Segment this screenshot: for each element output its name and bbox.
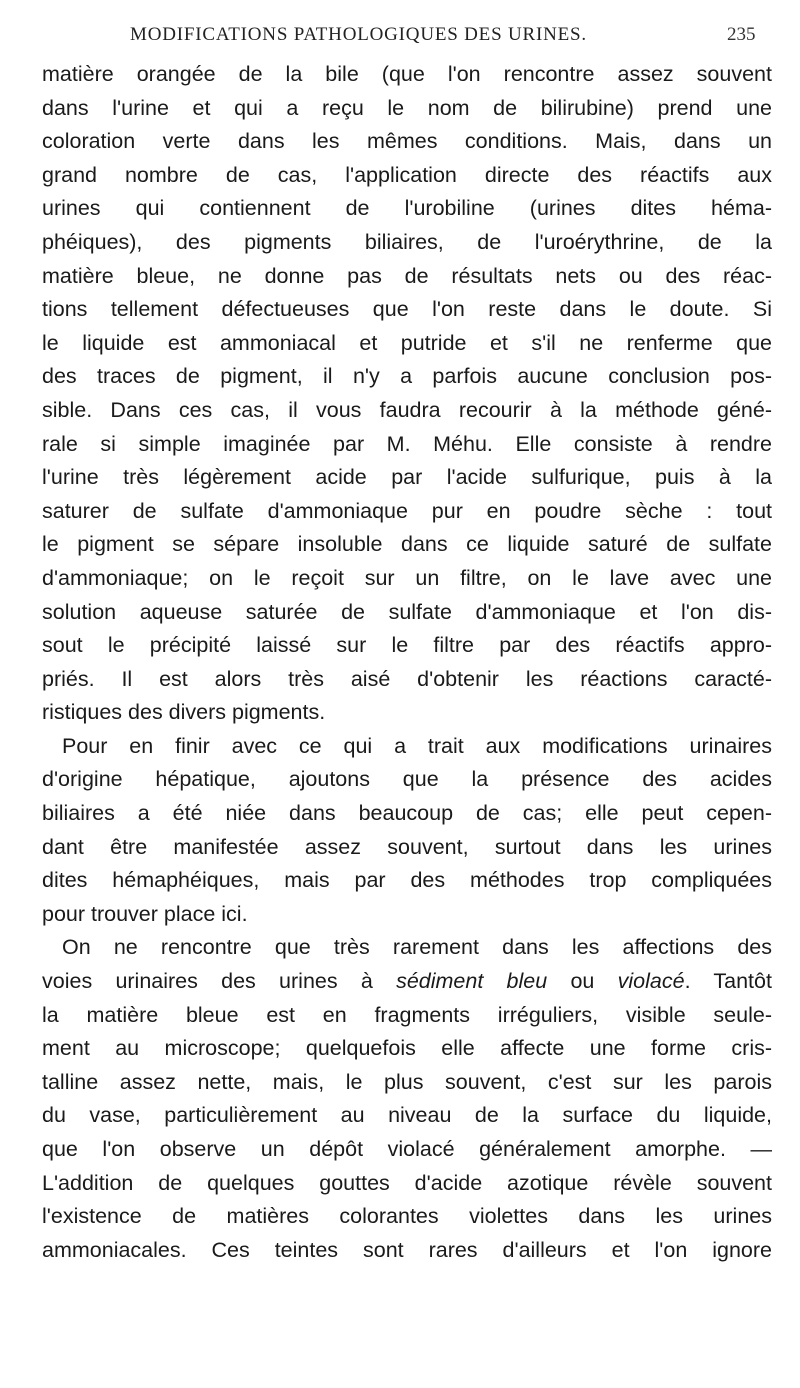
text-line: saturer de sulfate d'ammoniaque pur en poudre sèche : tout (42, 498, 772, 523)
text-line: du vase, particulièrement au niveau de la surface du liquide, (42, 1103, 772, 1128)
text-line: dites hémaphéiques, mais par des méthodes trop compliquées (42, 868, 772, 893)
text-line: ammoniacales. Ces teintes sont rares d'ailleurs et l'on ignore (42, 1237, 772, 1262)
text-line: grand nombre de cas, l'application directe des réactifs aux (42, 162, 772, 187)
text-line: ment au microscope; quelquefois elle affecte une forme cris- (42, 1036, 772, 1061)
text-line: matière orangée de la bile (que l'on rencontre assez souvent (42, 62, 772, 86)
text-line: tions tellement défectueuses que l'on reste dans le doute. Si (42, 297, 772, 322)
text-line: la matière bleue est en fragments irréguliers, visible seule- (42, 1002, 772, 1027)
text-line: ristiques des divers pigments. (42, 700, 326, 725)
text-line: matière bleue, ne donne pas de résultats nets ou des réac- (42, 263, 772, 288)
text-line: coloration verte dans les mêmes conditions. Mais, dans un (42, 129, 772, 154)
text-line: que l'on observe un dépôt violacé généralement amorphe. — (42, 1137, 772, 1161)
paragraph-first-line: Pour en finir avec ce qui a trait aux modifications urinaires (62, 733, 772, 758)
text-segment: . Tantôt (684, 969, 772, 994)
running-title: MODIFICATIONS PATHOLOGIQUES DES URINES. (130, 24, 587, 45)
italic-term: violacé (617, 969, 685, 994)
text-line: priés. Il est alors très aisé d'obtenir les réactions caracté- (42, 666, 772, 691)
body-text (42, 58, 772, 1267)
paragraph-first-line: On ne rencontre que très rarement dans les affections des (62, 935, 772, 960)
text-line: des traces de pigment, il n'y a parfois aucune conclusion pos- (42, 364, 772, 389)
text-line: l'urine très légèrement acide par l'acide sulfurique, puis à la (42, 465, 772, 490)
text-line: pour trouver place ici. (42, 901, 248, 926)
text-line: talline assez nette, mais, le plus souvent, c'est sur les parois (42, 1069, 772, 1094)
text-line-with-italics (42, 965, 772, 999)
text-line: sible. Dans ces cas, il vous faudra recourir à la méthode géné- (42, 397, 772, 422)
text-line: biliaires a été niée dans beaucoup de cas; elle peut cepen- (42, 801, 772, 826)
text-line: d'ammoniaque; on le reçoit sur un filtre, on le lave avec une (42, 565, 772, 590)
text-line: sout le précipité laissé sur le filtre par des réactifs appro- (42, 633, 772, 658)
text-segment: voies urinaires des urines à (42, 969, 397, 994)
italic-term: sédiment bleu (396, 969, 548, 994)
text-line: rale si simple imaginée par M. Méhu. Elle consiste à rendre (42, 431, 772, 456)
page-header (0, 24, 800, 56)
text-line: d'origine hépatique, ajoutons que la présence des acides (42, 767, 772, 792)
text-line: L'addition de quelques gouttes d'acide azotique révèle souvent (42, 1170, 772, 1195)
text-line: urines qui contiennent de l'urobiline (urines dites héma- (42, 196, 772, 221)
text-line: solution aqueuse saturée de sulfate d'ammoniaque et l'on dis- (42, 599, 772, 624)
text-line: dans l'urine et qui a reçu le nom de bilirubine) prend une (42, 95, 772, 120)
text-line: l'existence de matières colorantes violettes dans les urines (42, 1204, 772, 1229)
text-segment: ou (547, 969, 618, 994)
text-line: le liquide est ammoniacal et putride et s'il ne renferme que (42, 330, 772, 355)
page-number: 235 (727, 24, 756, 45)
text-line: phéiques), des pigments biliaires, de l'uroérythrine, de la (42, 229, 772, 254)
text-line: dant être manifestée assez souvent, surtout dans les urines (42, 834, 772, 859)
text-line: le pigment se sépare insoluble dans ce liquide saturé de sulfate (42, 532, 772, 557)
